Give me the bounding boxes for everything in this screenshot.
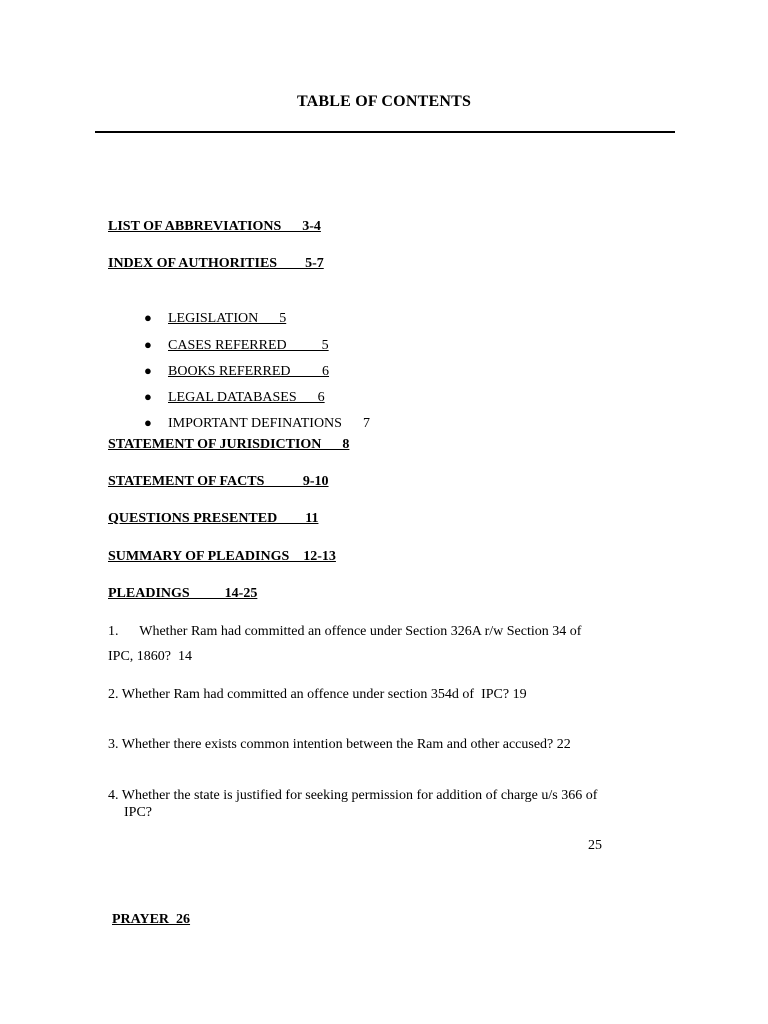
subentry-label: IMPORTANT DEFINATIONS 7 (168, 416, 370, 431)
toc-entry-abbreviations: LIST OF ABBREVIATIONS 3-4 (108, 219, 321, 234)
question-2: 2. Whether Ram had committed an offence under section 354d of IPC? 19 (108, 687, 527, 702)
toc-entry-facts: STATEMENT OF FACTS 9-10 (108, 474, 329, 489)
toc-entry-pleadings: PLEADINGS 14-25 (108, 586, 258, 601)
subentry-label: LEGAL DATABASES 6 (168, 390, 325, 405)
toc-entry-jurisdiction: STATEMENT OF JURISDICTION 8 (108, 437, 350, 452)
question-1-line-2: IPC, 1860? 14 (108, 649, 192, 664)
question-4-page-number: 25 (588, 838, 602, 853)
subentry-label: LEGISLATION 5 (168, 311, 287, 326)
question-3: 3. Whether there exists common intention between the Ram and other accused? 22 (108, 737, 571, 752)
toc-entry-summary: SUMMARY OF PLEADINGS 12-13 (108, 549, 336, 564)
question-4-line-1: 4. Whether the state is justified for seeking permission for addition of charge u/s 366 of (108, 788, 598, 803)
bullet-icon: ● (144, 363, 152, 378)
toc-entry-authorities: INDEX OF AUTHORITIES 5-7 (108, 256, 324, 271)
bullet-icon: ● (144, 337, 152, 352)
subentry-label: CASES REFERRED 5 (168, 338, 329, 353)
question-4-line-2: IPC? (124, 805, 152, 820)
bullet-icon: ● (144, 389, 152, 404)
subentry-label: BOOKS REFERRED 6 (168, 364, 330, 379)
toc-entry-prayer: PRAYER 26 (112, 912, 191, 927)
toc-entry-questions: QUESTIONS PRESENTED 11 (108, 511, 319, 526)
bullet-icon: ● (144, 415, 152, 430)
bullet-icon: ● (144, 310, 152, 325)
question-1-line-1: 1. Whether Ram had committed an offence under Section 326A r/w Section 34 of (108, 624, 582, 639)
page-title: TABLE OF CONTENTS (296, 93, 472, 110)
title-rule (95, 131, 675, 133)
